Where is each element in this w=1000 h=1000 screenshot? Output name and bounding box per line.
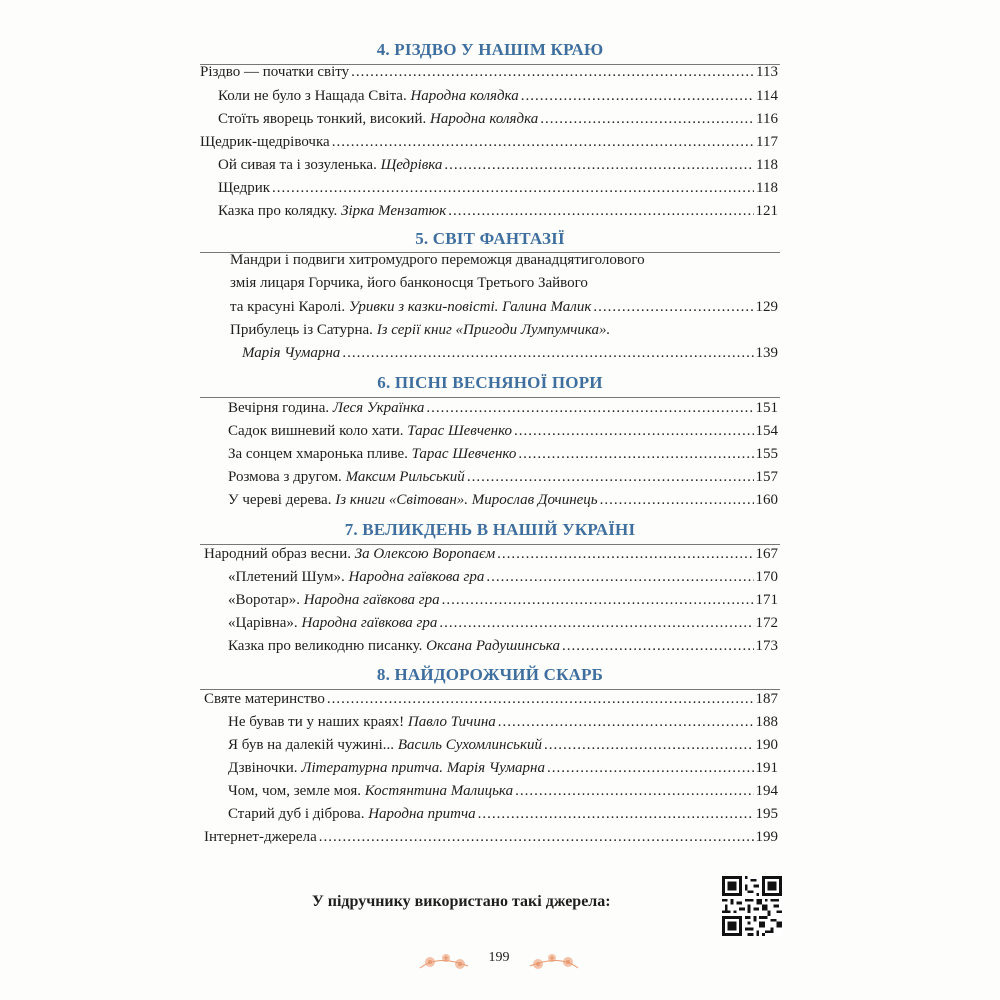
entry-title: Дзвіночки. [228,760,302,776]
entry-author: За Олексою Воропаєм [354,546,496,562]
entry-page: 172 [755,615,778,631]
dot-leader [319,826,754,848]
entry-title: Старий дуб і діброва. [228,806,369,822]
entry-author: Тарас Шевченко [411,446,517,462]
entry-title: Чом, чом, земле моя. [228,783,365,799]
entry-page: 113 [756,64,778,80]
entry-page: 139 [755,345,778,361]
dot-leader [486,566,753,588]
entry-author: Тарас Шевченко [407,423,513,439]
entry-author: Павло Тичина [407,714,496,730]
entry-author: Оксана Радушинська [426,638,560,654]
toc-entry [204,688,778,710]
section-heading-4: 4. РІЗДВО У НАШІМ КРАЮ [376,40,604,59]
entry-title-line [230,319,610,341]
toc-entry [228,612,778,634]
entry-author: Із книги «Світован». Мирослав Дочинець [335,492,598,508]
entry-title: Ой сивая та і зозуленька. [218,157,381,173]
entry-page: 117 [756,134,778,150]
toc-entry [228,443,778,465]
entry-title: «Плетений Шум». [228,569,349,585]
dot-leader [426,397,753,419]
entry-title: Садок вишневий коло хати. [228,423,408,439]
sources-note: У підручнику використано такі джерела: [312,893,611,910]
entry-title: Святе материнство [204,691,325,707]
dot-leader [342,342,753,364]
entry-title: Прибулець із Сатурна. [230,322,377,338]
section-heading-7: 7. ВЕЛИКДЕНЬ В НАШІЙ УКРАЇНІ [344,520,636,539]
entry-author: Народна колядка [429,111,539,127]
entry-author: Марія Чумарна [242,345,341,361]
dot-leader [540,108,754,130]
entry-page: 118 [756,157,778,173]
entry-page: 171 [755,592,778,608]
entry-author: Зірка Мензатюк [341,203,447,219]
entry-page: 155 [755,446,778,462]
toc-entry [242,342,778,364]
entry-page: 154 [755,423,778,439]
entry-author: Із серії книг «Пригоди Лумпумчика». [376,322,611,338]
toc-entry [228,803,778,825]
entry-title: Казка про колядку. [218,203,342,219]
dot-leader [467,466,754,488]
entry-page: 129 [755,299,778,315]
entry-page: 121 [755,203,778,219]
toc-entry [204,543,778,565]
entry-page: 199 [755,829,778,845]
section-heading-8: 8. НАЙДОРОЖЧИЙ СКАРБ [376,665,604,684]
entry-title: Розмова з другом. [228,469,346,485]
entry-title: Коли не було з Нащада Світа. [218,88,411,104]
dot-leader [272,177,754,199]
toc-entry [218,154,778,176]
toc-entry [228,734,778,756]
dot-leader [498,711,754,733]
entry-title: Різдво — початки світу [200,64,350,80]
entry-page: 188 [755,714,778,730]
entry-author: Костянтина Малицька [364,783,514,799]
entry-title: Щедрик [218,180,271,196]
toc-entry [218,177,778,199]
entry-author: Народна притча [368,806,476,822]
toc-entry [218,85,778,107]
entry-author: Леся Українка [332,400,425,416]
dot-leader [562,635,754,657]
dot-leader [444,154,754,176]
dot-leader [327,688,754,710]
toc-entry [228,711,778,733]
entry-page: 194 [755,783,778,799]
dot-leader [518,443,753,465]
toc-entry [228,780,778,802]
entry-author: Народна гаївкова гра [301,615,438,631]
dot-leader [448,200,753,222]
entry-page: 167 [755,546,778,562]
dot-leader [351,61,754,83]
entry-author: Літературна притча. Марія Чумарна [301,760,546,776]
toc-entry [228,635,778,657]
entry-author: Щедрівка [380,157,443,173]
section-heading-6: 6. ПІСНІ ВЕСНЯНОЇ ПОРИ [377,373,603,392]
entry-title: «Царівна». [228,615,302,631]
toc-entry [228,566,778,588]
qr-code[interactable] [722,876,782,936]
toc-entry [228,757,778,779]
dot-leader [478,803,754,825]
dot-leader [514,420,753,442]
entry-title-line: змія лицаря Горчика, його банконосця Третього Зайвого [230,275,588,291]
page-number: 199 [488,950,510,965]
entry-page: 118 [756,180,778,196]
dot-leader [600,489,754,511]
dot-leader [497,543,753,565]
dot-leader [593,296,753,318]
dot-leader [439,612,753,634]
entry-author: Максим Рильський [345,469,465,485]
entry-title: Казка про великодню писанку. [228,638,427,654]
entry-author: Василь Сухомлинський [397,737,542,753]
entry-title: За сонцем хмаронька пливе. [228,446,412,462]
toc-entry [228,489,778,511]
entry-title: Щедрик-щедрівочка [200,134,330,150]
entry-page: 151 [755,400,778,416]
entry-author: Народна гаївкова гра [348,569,485,585]
entry-title-line: Мандри і подвиги хитромудрого переможця дванадцятиголового [230,252,645,268]
toc-entry [228,589,778,611]
toc-entry [204,826,778,848]
dot-leader [544,734,754,756]
entry-title: Вечірня година. [228,400,333,416]
entry-page: 116 [756,111,778,127]
toc-entry [228,420,778,442]
entry-page: 157 [755,469,778,485]
entry-page: 114 [756,88,778,104]
dot-leader [547,757,753,779]
entry-page: 173 [755,638,778,654]
dot-leader [521,85,754,107]
entry-title: Стоїть яворець тонкий, високий. [218,111,430,127]
entry-title: «Воротар». [228,592,304,608]
entry-author: Уривки з казки-повісті. Галина Малик [348,299,592,315]
entry-title: Не бував ти у наших краях! [228,714,408,730]
toc-entry [228,397,778,419]
entry-author: Народна колядка [410,88,519,104]
toc-entry [200,61,778,83]
entry-page: 187 [755,691,778,707]
entry-title: Інтернет-джерела [204,829,317,845]
entry-author: Народна гаївкова гра [303,592,440,608]
section-heading-5: 5. СВІТ ФАНТАЗІЇ [415,229,565,248]
entry-page: 170 [755,569,778,585]
toc-entry [218,200,778,222]
entry-title: У череві дерева. [228,492,336,508]
entry-title: Я був на далекій чужині... [228,737,398,753]
toc-entry [218,108,778,130]
toc-entry [228,466,778,488]
entry-title: Народний образ весни. [204,546,355,562]
dot-leader [442,589,754,611]
dot-leader [515,780,753,802]
entry-page: 191 [755,760,778,776]
entry-page: 190 [755,737,778,753]
toc-entry [200,131,778,153]
entry-page: 160 [755,492,778,508]
entry-page: 195 [755,806,778,822]
toc-entry [230,296,778,318]
entry-title: та красуні Каролі. [230,299,349,315]
dot-leader [332,131,754,153]
